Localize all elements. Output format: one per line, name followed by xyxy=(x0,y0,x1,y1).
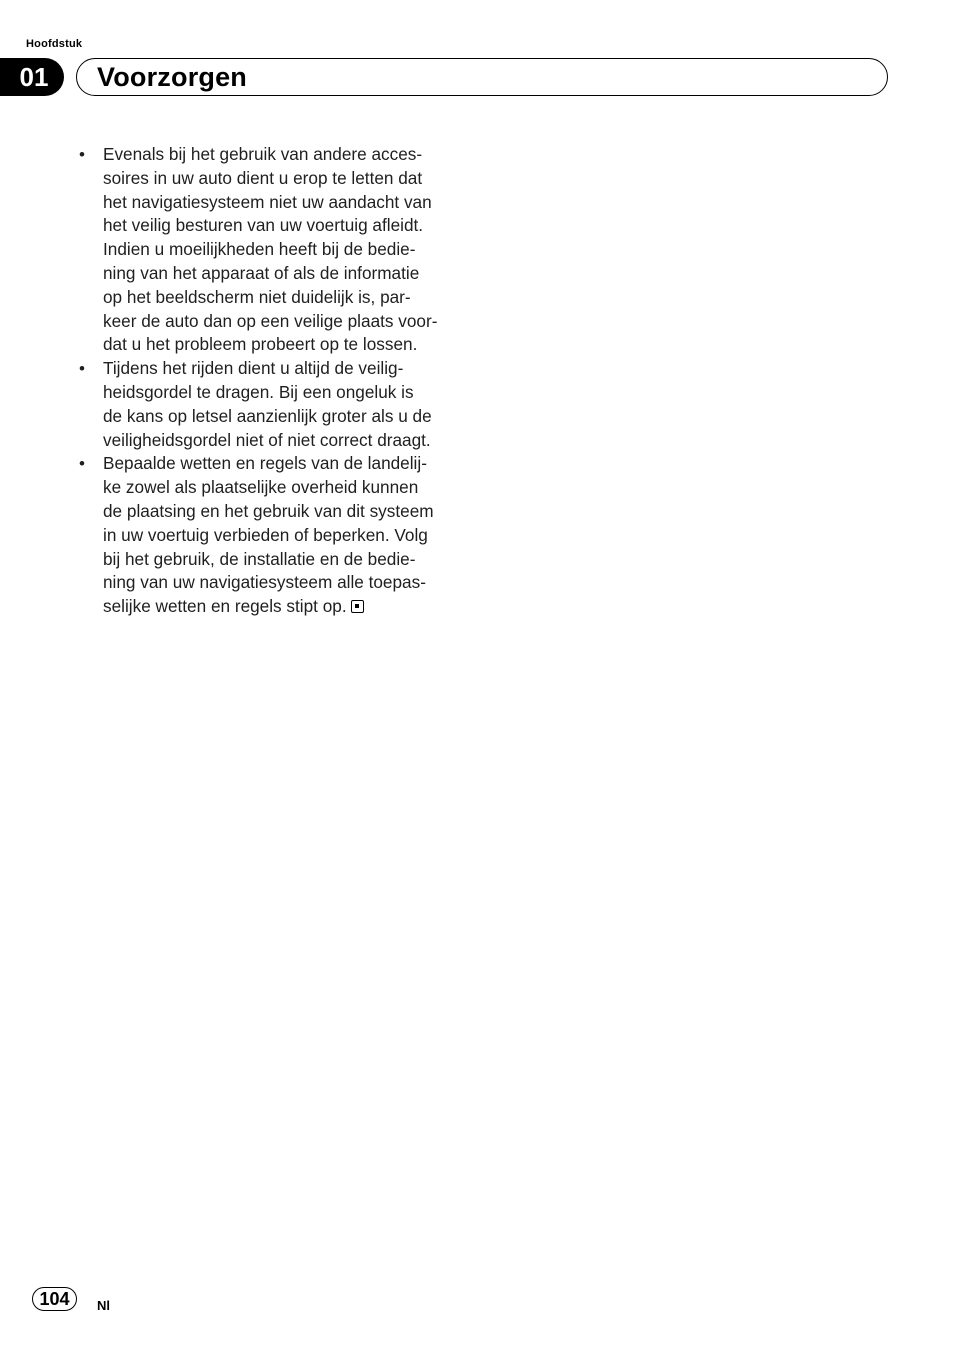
text-line: selijke wetten en regels stipt op. xyxy=(103,596,347,617)
bullet-icon: • xyxy=(79,454,85,474)
text-line: veiligheidsgordel niet of niet correct draagt. xyxy=(103,429,431,450)
text-line: soires in uw auto dient u erop te letten dat xyxy=(103,167,423,188)
chapter-number-badge: 01 xyxy=(0,58,64,96)
text-line: de kans op letsel aanzienlijk groter als u de xyxy=(103,405,432,426)
text-line: Evenals bij het gebruik van andere acces- xyxy=(103,144,423,164)
list-item xyxy=(76,452,476,619)
text-line: heidsgordel te dragen. Bij een ongeluk is xyxy=(103,381,414,402)
list-item xyxy=(76,143,476,357)
chapter-title: Voorzorgen xyxy=(97,61,247,92)
text-line: de plaatsing en het gebruik van dit systeem xyxy=(103,500,434,521)
precautions-list xyxy=(76,143,476,619)
text-line: ke zowel als plaatselijke overheid kunnen xyxy=(103,477,419,498)
text-line: in uw voertuig verbieden of beperken. Volg xyxy=(103,524,428,545)
text-line: het veilig besturen van uw voertuig afleidt. xyxy=(103,215,424,236)
language-code: Nl xyxy=(97,1298,110,1313)
bullet-icon: • xyxy=(79,145,85,164)
list-item xyxy=(76,357,476,452)
text-line: ning van het apparaat of als de informatie xyxy=(103,262,420,283)
bullet-icon: • xyxy=(79,359,85,379)
text-line: dat u het probleem probeert op te lossen. xyxy=(103,334,418,355)
chapter-label: Hoofdstuk xyxy=(26,38,83,50)
page-number: 104 xyxy=(32,1287,77,1311)
text-line: Bepaalde wetten en regels van de landelij- xyxy=(103,453,427,474)
text-line: keer de auto dan op een veilige plaats voor- xyxy=(103,310,438,331)
text-line: bij het gebruik, de installatie en de bedie- xyxy=(103,548,416,569)
text-line: Indien u moeilijkheden heeft bij de bedie- xyxy=(103,239,416,260)
chapter-title-bar xyxy=(76,58,888,96)
end-of-section-icon xyxy=(351,600,364,613)
text-line: op het beeldscherm niet duidelijk is, par- xyxy=(103,286,411,307)
text-line-last xyxy=(103,595,476,619)
text-line: ning van uw navigatiesysteem alle toepas- xyxy=(103,572,426,593)
text-line: Tijdens het rijden dient u altijd de veilig- xyxy=(103,358,404,379)
text-line: het navigatiesysteem niet uw aandacht van xyxy=(103,191,432,212)
